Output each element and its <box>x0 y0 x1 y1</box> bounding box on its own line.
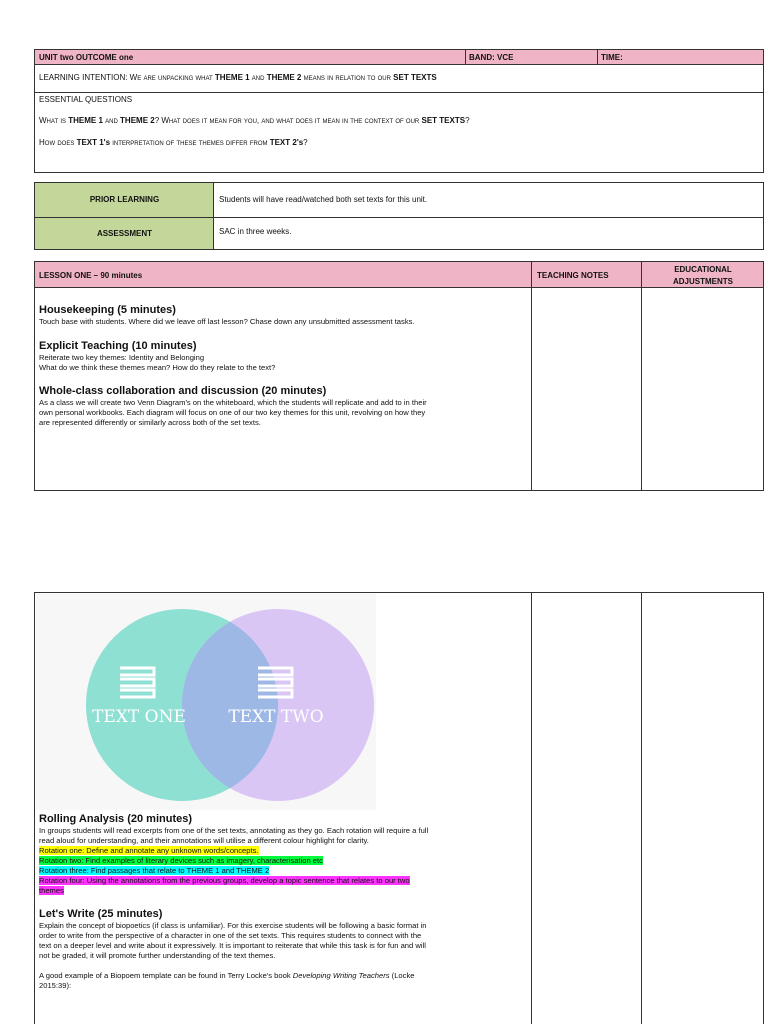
section-text: Touch base with students. Where did we leave off last lesson? Chase down any unsubmitted assessment tasks. <box>39 317 415 326</box>
rotation-three: Rotation three: Find passages that relate to THEME 1 and THEME 2 <box>39 866 270 875</box>
lesson-table-continued <box>34 592 764 1024</box>
section-text: are represented differently or similarly across both of the set texts. <box>39 418 261 427</box>
section-text: text on a deeper level and write about it expressively. It is important to reiterate that while this task is for fun and will <box>39 941 426 950</box>
venn-right-label: TEXT TWO <box>228 707 324 727</box>
prior-learning-table <box>34 182 764 250</box>
page2-content <box>39 813 527 991</box>
prior-learning-label-cell <box>35 183 214 249</box>
rotation-four-cont: themes <box>39 886 64 895</box>
section-title: Rolling Analysis (20 minutes) <box>39 813 193 825</box>
rotation-one: Rotation one: Define and annotate any unknown words/concepts. <box>39 846 259 855</box>
venn-diagram <box>36 594 376 810</box>
section-text: Reiterate two key themes: Identity and Belonging <box>39 353 205 362</box>
section-text: order to write from the perspective of a character in one of the set texts. This requires students to connect with the <box>39 931 422 940</box>
assessment-label: ASSESSMENT <box>96 229 153 238</box>
lesson-header: LESSON ONE – 90 minutes <box>39 271 143 280</box>
lesson-content <box>39 304 527 428</box>
essential-questions-label: ESSENTIAL QUESTIONS <box>39 95 133 104</box>
section-text: Explain the concept of biopoetics (if class is unfamiliar). For this exercise students will be following a basic format in <box>39 921 427 930</box>
section-text: What do we think these themes mean? How do they relate to the text? <box>39 363 276 372</box>
prior-learning-value: Students will have read/watched both set texts for this unit. <box>219 195 428 204</box>
band-label: BAND: VCE <box>469 53 514 62</box>
venn-left-label: TEXT ONE <box>92 707 186 727</box>
section-title: Let's Write (25 minutes) <box>39 908 163 920</box>
teaching-notes-header: TEACHING NOTES <box>537 271 609 280</box>
section-text: own personal workbooks. Each diagram will focus on one of our two key themes for this unit, revolving on how they <box>39 408 426 417</box>
section-text: A good example of a Biopoem template can be found in Terry Locke's book Developing Writing Teachers (Locke <box>39 971 415 980</box>
section-text: not be graded, it will promote further understanding of the text themes. <box>39 951 276 960</box>
section-title: Whole-class collaboration and discussion (20 minutes) <box>39 385 327 397</box>
time-label: TIME: <box>601 53 623 62</box>
unit-title: UNIT two OUTCOME one <box>39 53 134 62</box>
section-title: Explicit Teaching (10 minutes) <box>39 340 197 352</box>
assessment-value: SAC in three weeks. <box>219 227 292 236</box>
section-text: As a class we will create two Venn Diagram's on the whiteboard, which the students will replicate and add to in their <box>39 398 427 407</box>
unit-title-bar <box>35 50 763 65</box>
section-text: In groups students will read excerpts from one of the set texts, annotating as they go. Each rotation will require a full <box>39 826 429 835</box>
section-title: Housekeeping (5 minutes) <box>39 304 176 316</box>
section-text: 2015:39): <box>39 981 72 990</box>
prior-learning-label: PRIOR LEARNING <box>89 195 160 204</box>
learning-intention: LEARNING INTENTION: We are unpacking what THEME 1 and THEME 2 means in relation to our SET TEXTS <box>39 73 437 82</box>
section-text: read aloud for understanding, and their annotations will utilise a different colour highlight for clarity. <box>39 836 369 845</box>
essential-question-1: What is THEME 1 and THEME 2? What does it mean for you, and what does it mean in the context of our SET TEXTS? <box>39 116 470 125</box>
rotation-two: Rotation two: Find examples of literary devices such as imagery, characterisation etc <box>39 856 323 865</box>
lesson-table <box>34 261 764 491</box>
rotation-four: Rotation four: Using the annotations from the previous groups, develop a topic sentence that relates to our two <box>39 876 410 885</box>
adjustments-header: EDUCATIONAL ADJUSTMENTS <box>672 265 733 286</box>
unit-header-table <box>34 49 764 173</box>
essential-question-2: How does TEXT 1's interpretation of these themes differ from TEXT 2's? <box>39 138 308 147</box>
